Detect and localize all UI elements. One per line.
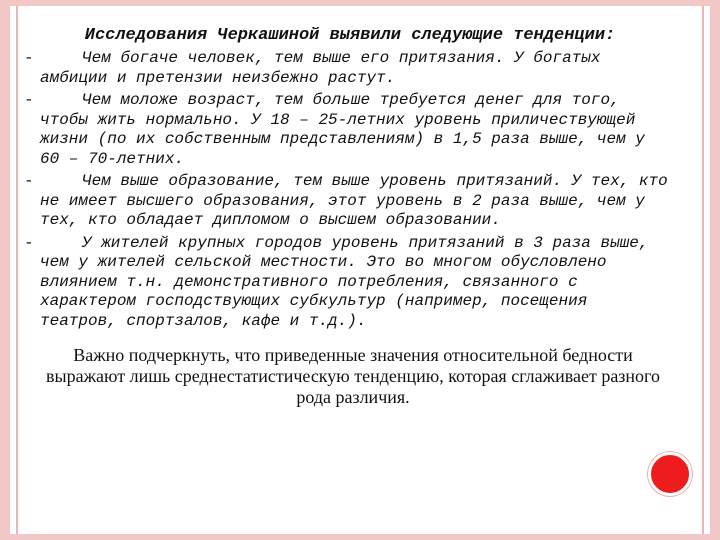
list-item [24,233,670,332]
list-dash: - [24,49,34,67]
frame-top-border [0,0,720,6]
list-item [24,49,670,88]
frame-bottom-border [0,534,720,540]
list-dash: - [24,91,34,109]
frame-left-border [0,0,10,540]
list-item-text: У жителей крупных городов уровень притязаний в 3 раза выше, чем у жителей сельской местности. Это во многом обусловлено влиянием т.н. демонстративного потребления, связанного с характером господствующих субкультур (например, посещения театров, спортзалов, кафе и т.д.). [40,233,649,330]
slide-heading: Исследования Черкашиной выявили следующие тенденции: [84,26,616,45]
list-item [24,172,670,231]
list-item-text: Чем богаче человек, тем выше его притязания. У богатых амбиции и претензии неизбежно растут. [40,49,601,87]
list-dash: - [24,233,34,252]
list-dash: - [24,172,34,190]
list-item [24,91,670,169]
frame-inner-left-line [16,6,18,534]
red-circle-icon [648,452,692,496]
list-item-text: Чем моложе возраст, тем больше требуется денег для того, чтобы жить нормально. У 18 – 25-летних уровень приличествующей жизни (по их собственным представлениям) в 1,5 раза выше, чем у 60 – 70-летних. [40,91,645,168]
frame-inner-right-line [702,6,704,534]
frame-right-border [710,0,720,540]
tendency-list [24,49,670,331]
list-item-text: Чем выше образование, тем выше уровень притязаний. У тех, кто не имеет высшего образования, этот уровень в 2 раза выше, чем у тех, кто обладает дипломом о высшем образовании. [40,172,668,229]
closing-paragraph: Важно подчеркнуть, что приведенные значения относительной бедности выражают лишь среднестатистическую тенденцию, которая сглаживает разного рода различия. [46,345,660,407]
slide-content [24,26,670,408]
